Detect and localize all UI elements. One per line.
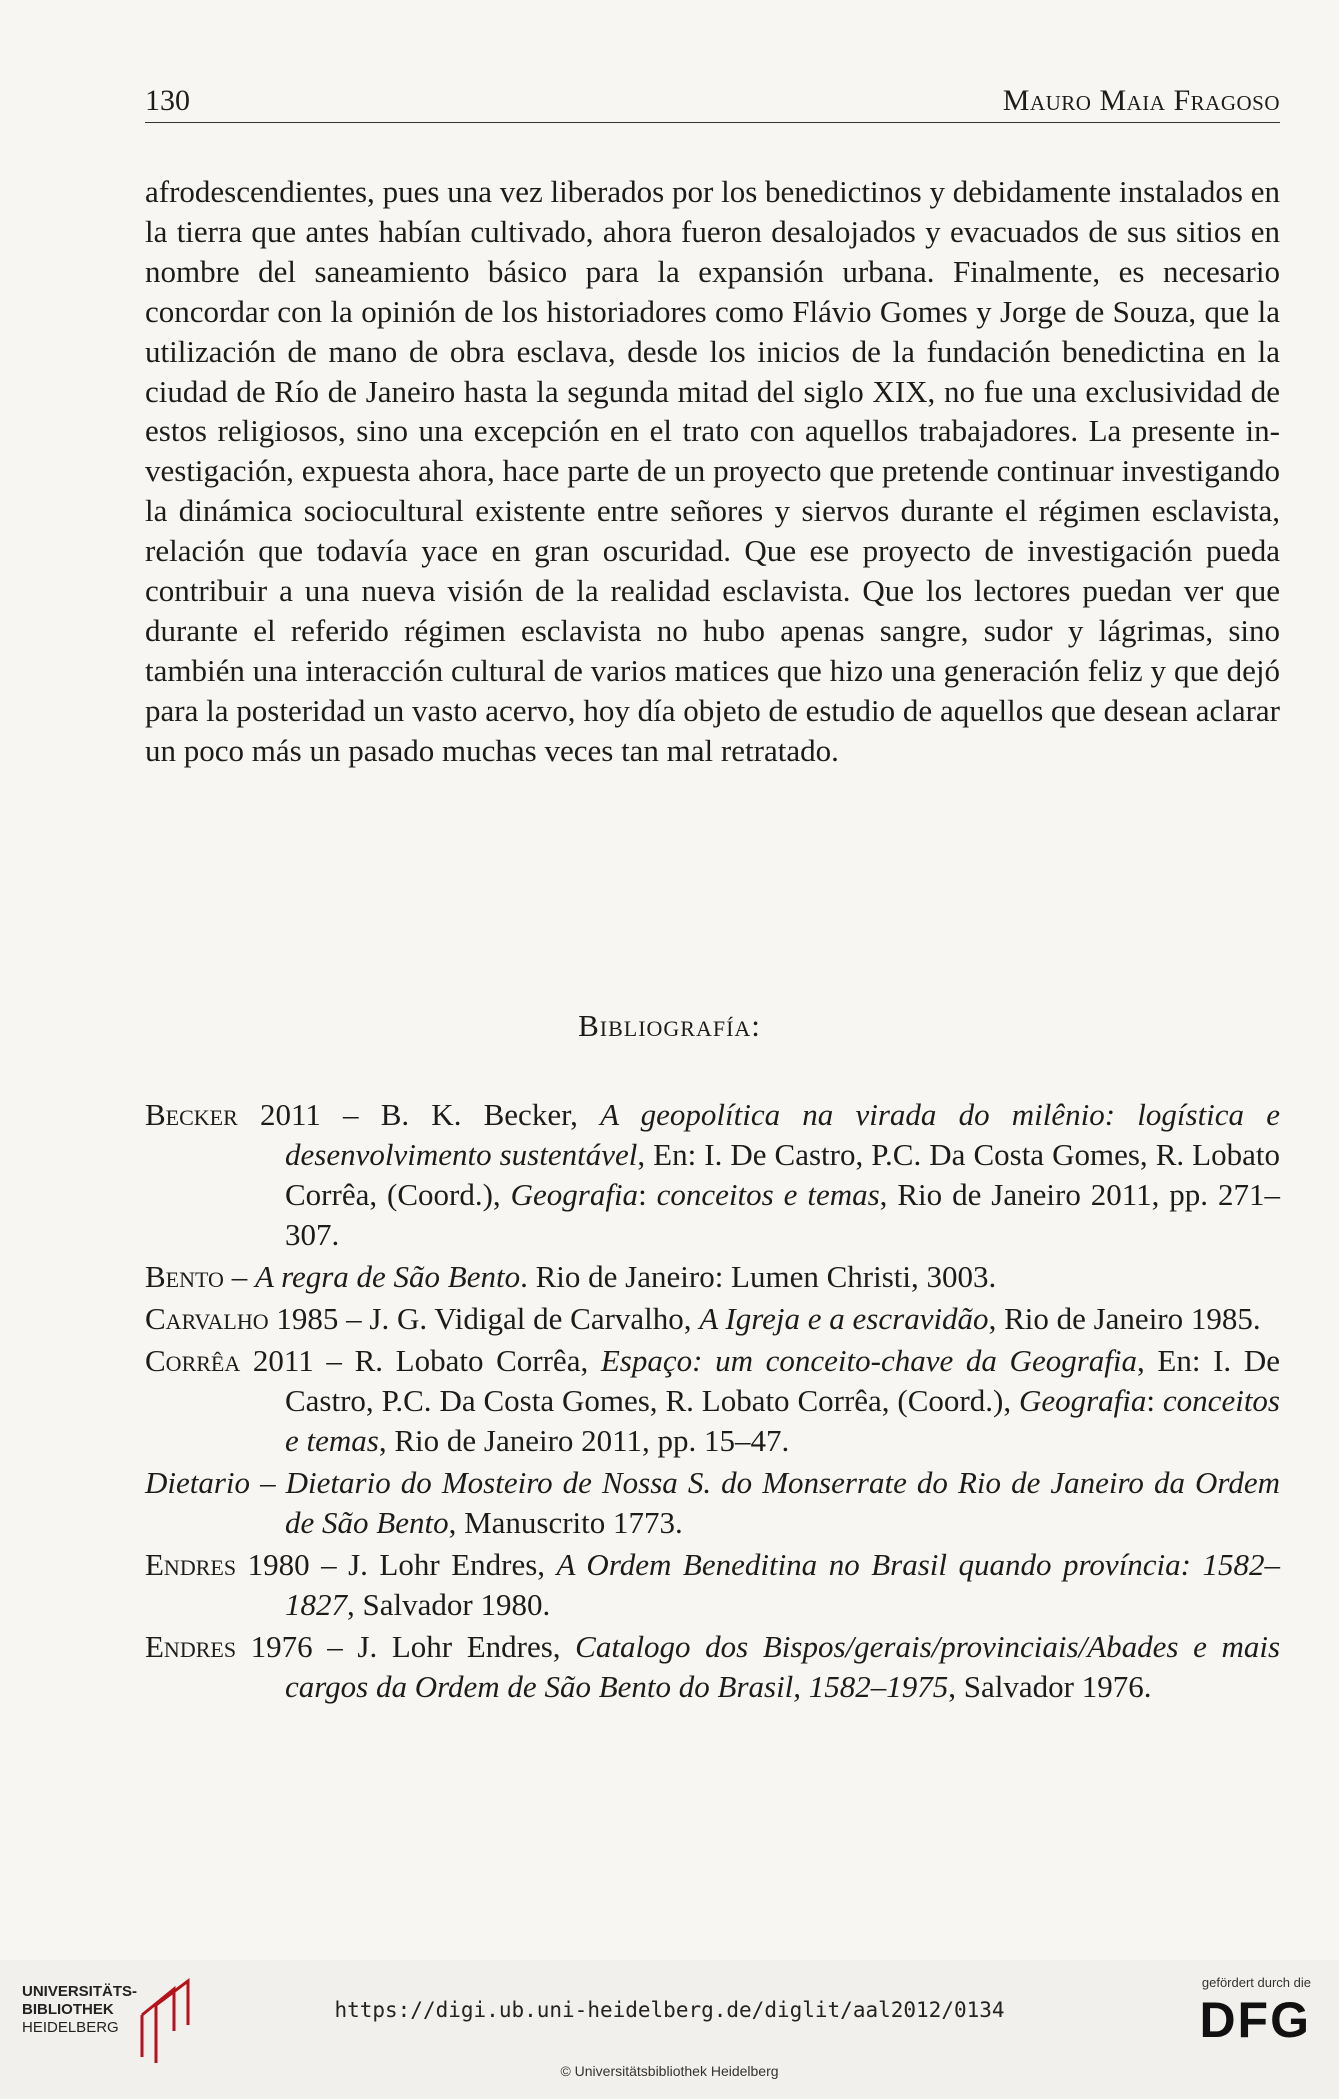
entry-details: . Rio de Janeiro: Lumen Christi, 3003. (520, 1259, 997, 1294)
bibliography-entry (145, 1463, 1280, 1543)
library-name-line2: BIBLIOTHEK (22, 2001, 114, 2018)
entry-details: , Rio de Janeiro 2011, pp. 15–47. (378, 1423, 790, 1458)
entry-author: 1976 – J. Lohr Endres, (236, 1629, 576, 1664)
entry-key: Corrêa (145, 1343, 241, 1378)
bibliography-entry (145, 1627, 1280, 1707)
entry-book-subtitle: conceitos e temas (285, 1383, 1280, 1458)
entry-book-title: Geografia (1018, 1383, 1147, 1418)
running-head-author: Mauro Maia Fragoso (1002, 84, 1280, 117)
page-number: 130 (145, 84, 190, 117)
entry-key: Carvalho (145, 1301, 269, 1336)
funded-by-label: gefördert durch die (1201, 1975, 1311, 1990)
entry-author: 1985 – J. G. Vidigal de Carvalho, (268, 1301, 700, 1336)
entry-title: Espaço: um conceito-chave da Geografia (600, 1343, 1137, 1378)
entry-key: Becker (145, 1097, 238, 1132)
entry-details: , Salvador 1980. (347, 1587, 551, 1622)
bibliography-entry (145, 1341, 1280, 1461)
bibliography-entry (145, 1299, 1280, 1339)
entry-book-title: Geografia (510, 1177, 639, 1212)
entry-key: Bento (145, 1259, 224, 1294)
bibliography-entry (145, 1257, 1280, 1297)
entry-title: A Igreja e a escravidão (699, 1301, 989, 1336)
entry-key: Endres (145, 1629, 237, 1664)
entry-publication: , En: I. De Castro, P.C. Da Costa Gomes, R. Lobato Corrêa, (Coord.), (285, 1343, 1280, 1418)
entry-key: Endres (145, 1547, 237, 1582)
entry-book-subtitle: conceitos e temas (656, 1177, 880, 1212)
bibliography-entry (145, 1095, 1280, 1255)
bibliography-entry (145, 1545, 1280, 1625)
dfg-funding-logo[interactable] (1171, 1975, 1311, 2075)
bibliography-heading: Bibliografía: (578, 1008, 761, 1043)
entry-title: A geopolítica na virada do milênio: logística e desenvolvimento sustentável (285, 1097, 1280, 1172)
copyright-notice: © Universitätsbibliothek Heidelberg (560, 2063, 779, 2079)
entry-details: , Rio de Janeiro 1985. (988, 1301, 1261, 1336)
entry-details: , Rio de Janeiro 2011, pp. 271–307. (285, 1177, 1280, 1252)
entry-title: Dietario – Dietario do Mosteiro de Nossa S. do Monserrate do Rio de Janeiro da Ordem de São Bento (145, 1465, 1280, 1540)
entry-publication: , En: I. De Castro, P.C. Da Costa Gomes, R. Lobato Corrêa, (Coord.), (285, 1137, 1280, 1212)
dfg-logo-text: DFG (1199, 1992, 1311, 2048)
entry-author: 1980 – J. Lohr Endres, (236, 1547, 557, 1582)
entry-author: – (223, 1259, 255, 1294)
entry-details: , Salvador 1976. (948, 1669, 1152, 1704)
entry-title: A Ordem Beneditina no Brasil quando província: 1582–1827 (285, 1547, 1281, 1622)
entry-title: Catalogo dos Bispos/gerais/provinciais/Abades e mais cargos da Ordem de São Bento do Brasil, 1582–1975 (285, 1629, 1281, 1704)
entry-separator: : (638, 1177, 657, 1212)
body-paragraph: afrodescendientes, pues una vez liberados por los benedictinos y debidamente instalados en la tierra que antes habían cultivado, ahora fueron desalojados y evacuados de sus sitios en nombre del saneamiento básico para la expansión urbana. Finalmente, es necesario concordar con la opinión de los historiadores como Flávio Gomes y Jorge de Souza, que la utilización de mano de obra esclava, desde los inicios de la fundación benedictina en la ciudad de Río de Janeiro hasta la segunda mitad del siglo XIX, no fue una exclusividad de estos religiosos, sino una excepción en el trato con aquellos trabajadores. La presente investigación, expuesta ahora, hace parte de un proyecto que pretende continuar investigando la dinámica sociocultural existente entre señores y siervos durante el régimen esclavista, relación que todavía yace en gran oscuridad. Que ese proyecto de investigación pueda contribuir a una nueva visión de la realidad esclavista. Que los lectores puedan ver que durante el referido régimen esclavista no hubo apenas sangre, sudor y lágrimas, sino también una interacción cultural de varios matices que hizo una generación feliz y que dejó para la posteridad un vasto acervo, hoy día objeto de estudio de aquellos que desean aclarar un poco más un pasado muchas veces tan mal retratado. (145, 174, 1280, 768)
entry-author: 2011 – R. Lobato Corrêa, (240, 1343, 601, 1378)
entry-separator: : (1146, 1383, 1163, 1418)
bibliography-list (145, 1095, 1280, 1709)
library-name-line1: UNIVERSITÄTS- (22, 1983, 138, 2000)
library-name-line3: HEIDELBERG (22, 2019, 119, 2036)
entry-title: A regra de São Bento (254, 1259, 521, 1294)
permalink-url[interactable]: https://digi.ub.uni-heidelberg.de/diglit/aal2012/0134 (334, 1998, 1005, 2022)
entry-details: , Manuscrito 1773. (448, 1505, 683, 1540)
running-header (145, 80, 1280, 123)
entry-author: 2011 – B. K. Becker, (237, 1097, 601, 1132)
